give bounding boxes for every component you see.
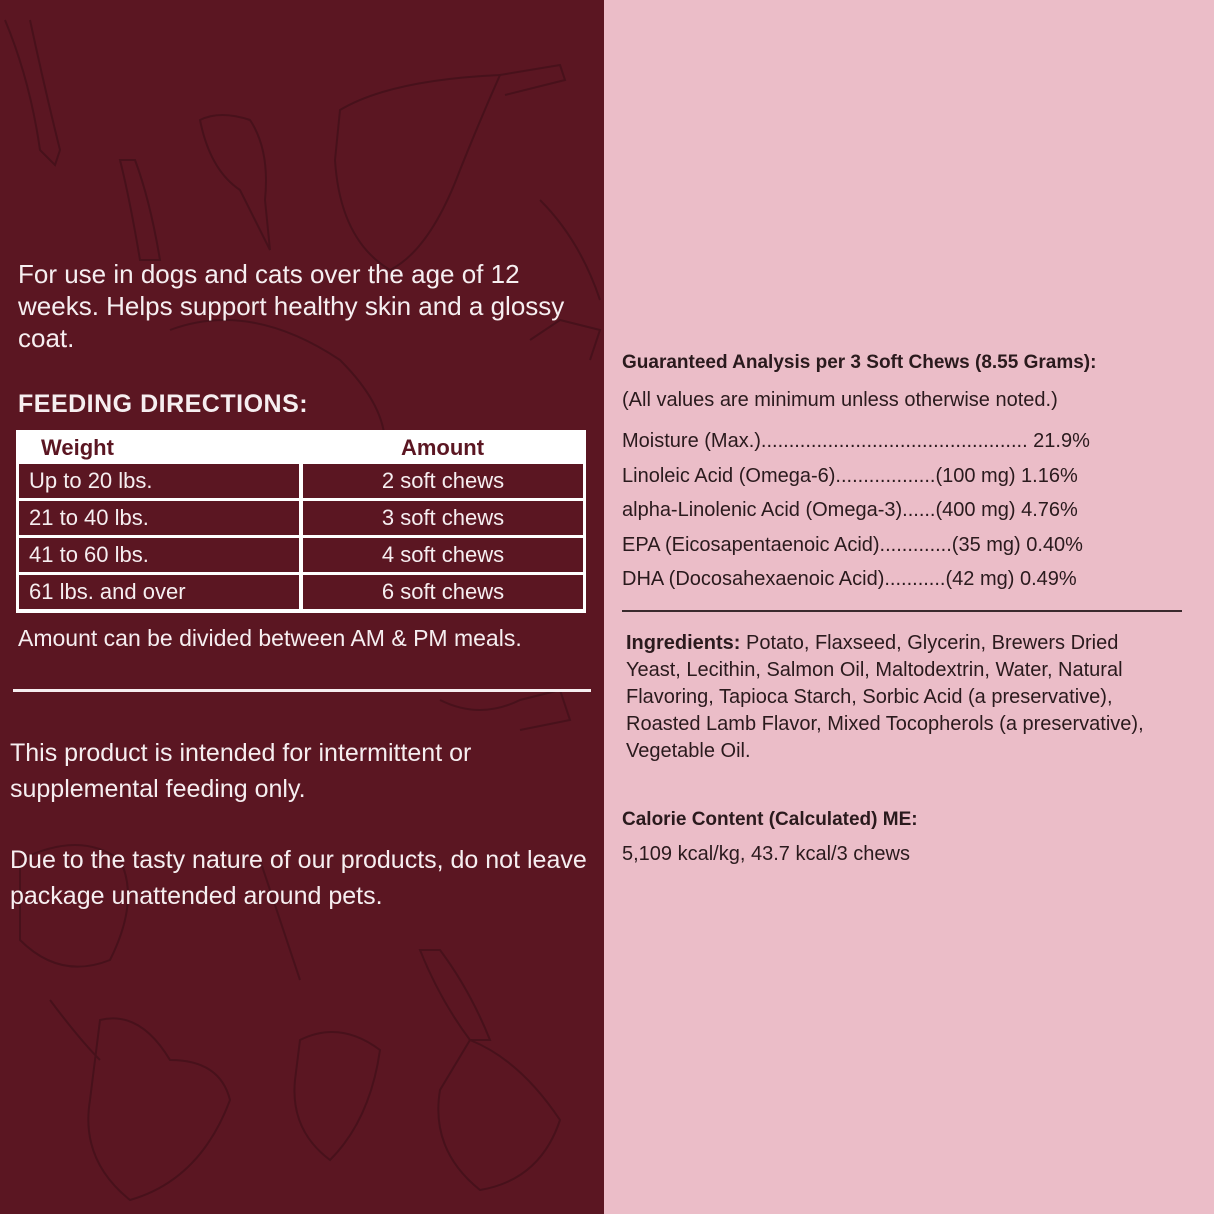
weight-cell: 21 to 40 lbs.: [19, 501, 299, 535]
supplemental-notice: This product is intended for intermittent or supplemental feeding only.: [10, 739, 472, 803]
table-row: [19, 575, 583, 609]
amount-cell: 2 soft chews: [303, 464, 583, 498]
analysis-row: DHA (Docosahexaenoic Acid)...........(42 mg) 0.49%: [622, 568, 1077, 590]
table-header: [19, 433, 583, 461]
analysis-row: alpha-Linolenic Acid (Omega-3)......(400 mg) 4.76%: [622, 499, 1078, 521]
header-amount: Amount: [400, 435, 485, 460]
calorie-title: Calorie Content (Calculated) ME:: [622, 809, 918, 830]
calorie-value: 5,109 kcal/kg, 43.7 kcal/3 chews: [622, 843, 910, 865]
ingredients: [626, 630, 1171, 765]
analysis-subtitle: (All values are minimum unless otherwise noted.): [622, 389, 1058, 411]
header-weight: Weight: [41, 435, 114, 460]
right-panel: [604, 0, 1214, 1214]
divider: [13, 689, 591, 692]
amount-cell: 4 soft chews: [303, 538, 583, 572]
weight-cell: 41 to 60 lbs.: [19, 538, 299, 572]
weight-cell: Up to 20 lbs.: [19, 464, 299, 498]
ingredients-text: Potato, Flaxseed, Glycerin, Brewers Dried Yeast, Lecithin, Salmon Oil, Maltodextrin, Water, Natural Flavoring, Tapioca Starch, Sorbic Acid (a preservative), Roasted Lamb Flavor, Mixed Tocopherols (a preservative), Vegetable Oil.: [626, 632, 1144, 762]
amount-cell: 3 soft chews: [303, 501, 583, 535]
warning-notice: Due to the tasty nature of our products, do not leave package unattended around pets.: [10, 846, 587, 910]
feeding-directions-title: FEEDING DIRECTIONS:: [18, 390, 309, 418]
analysis-row: Moisture (Max.)................................................ 21.9%: [622, 430, 1090, 452]
weight-cell: 61 lbs. and over: [19, 575, 299, 609]
table-row: [19, 501, 583, 535]
analysis-row: Linoleic Acid (Omega-6)..................(100 mg) 1.16%: [622, 465, 1078, 487]
analysis-row: EPA (Eicosapentaenoic Acid).............(35 mg) 0.40%: [622, 534, 1083, 556]
feeding-table: [16, 430, 586, 613]
table-row: [19, 464, 583, 498]
ingredients-label: Ingredients:: [626, 632, 741, 654]
divide-note: Amount can be divided between AM & PM meals.: [18, 625, 522, 651]
table-row: [19, 538, 583, 572]
divider: [622, 610, 1182, 612]
intro-text: For use in dogs and cats over the age of 12 weeks. Helps support healthy skin and a glossy coat.: [18, 259, 565, 353]
left-panel: [0, 0, 604, 1214]
analysis-title: Guaranteed Analysis per 3 Soft Chews (8.55 Grams):: [622, 352, 1097, 373]
amount-cell: 6 soft chews: [303, 575, 583, 609]
